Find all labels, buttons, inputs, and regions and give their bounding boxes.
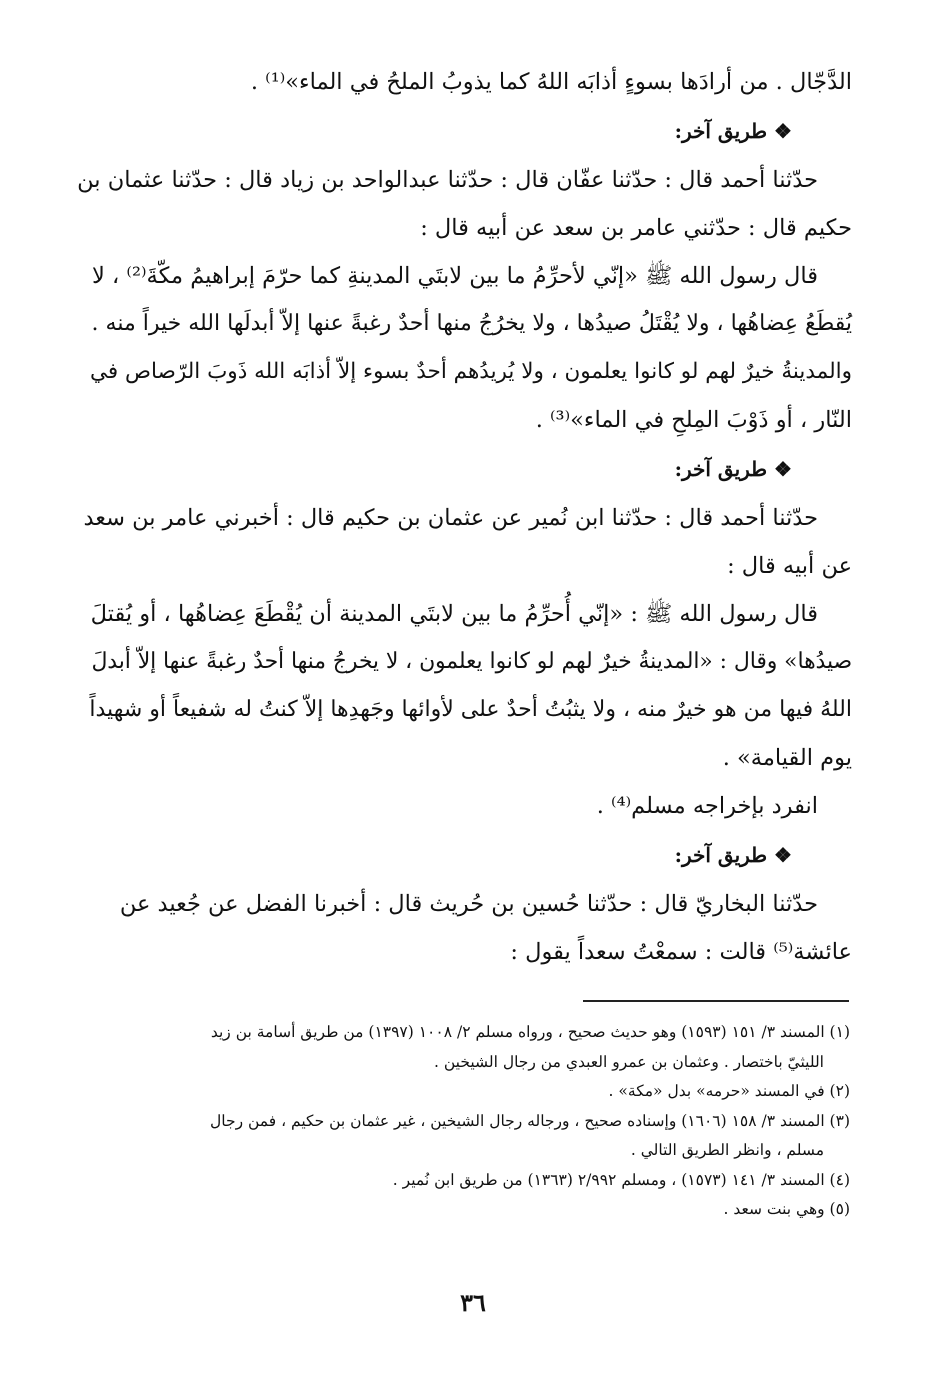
footnote-2: (٢) في المسند «حرمه» بدل «مكة» . bbox=[608, 1082, 850, 1100]
text-line: قال رسول الله ﷺ : «إنّي أُحرِّمُ ما بين لابتَي المدينة أن يُقْطَعَ عِضاهُها ، أو يُقتلَ bbox=[90, 601, 818, 627]
text-line: يوم القيامة» . bbox=[722, 745, 852, 771]
footnotes bbox=[88, 1018, 850, 1225]
section-heading: ❖ طريق آخر: bbox=[674, 843, 792, 867]
text-line: يُقطَعُ عِضاهُها ، ولا يُقْتَلُ صيدُها ، ولا يخرُجُ منها أحدٌ رغبةً عنها إلاّ أبدلَها الله خيراً منه . bbox=[91, 311, 852, 336]
text-line: صيدُها» وقال : «المدينةُ خيرٌ لهم لو كانوا يعلمون ، لا يخرجُ منها أحدٌ رغبةً عنها إلاّ أبدلَ bbox=[91, 649, 852, 674]
footnote-3: (٣) المسند ٣/ ١٥٨ (١٦٠٦) وإسناده صحيح ، ورجاله رجال الشيخين ، غير عثمان بن حكيم ، فمن رجال bbox=[210, 1111, 850, 1130]
footnote-1-continuation: الليثيّ باختصار . وعثمان بن عمرو العبدي من رجال الشيخين . bbox=[434, 1052, 824, 1071]
text-line: حكيم قال : حدّثني عامر بن سعد عن أبيه قال : bbox=[420, 215, 852, 241]
footnote-5: (٥) وهي بنت سعد . bbox=[723, 1200, 850, 1218]
text-line: حدّثنا أحمد قال : حدّثنا عفّان قال : حدّثنا عبدالواحد بن زياد قال : حدّثنا عثمان بن bbox=[77, 167, 818, 193]
text-line: النّار ، أو ذَوْبَ المِلحِ في الماء»⁽³⁾ . bbox=[535, 407, 852, 433]
main-text bbox=[77, 58, 852, 976]
footnote-3-continuation: مسلم ، وانظر الطريق التالي . bbox=[630, 1141, 824, 1159]
text-line: عائشة⁽⁵⁾ قالت : سمعْتُ سعداً يقول : bbox=[510, 939, 852, 965]
text-line: انفرد بإخراجه مسلم⁽⁴⁾ . bbox=[596, 793, 818, 819]
footnote-1: (١) المسند ٣/ ١٥١ (١٥٩٣) وهو حديث صحيح ، ورواه مسلم ٢/ ١٠٠٨ (١٣٩٧) من طريق أسامة بن زيد bbox=[210, 1023, 850, 1041]
footnote-4: (٤) المسند ٣/ ١٤١ (١٥٧٣) ، ومسلم ٢/٩٩٢ (١٣٦٣) من طريق ابن نُمير . bbox=[392, 1170, 850, 1189]
text-line: عن أبيه قال : bbox=[727, 553, 852, 579]
text-line: والمدينةُ خيرٌ لهم لو كانوا يعلمون ، ولا يُريدُهم أحدٌ بسوء إلاّ أذابَه الله ذَوبَ الرّصاص في bbox=[90, 359, 852, 384]
text-line: اللهُ فيها من هو خيرٌ منه ، ولا يثبُتُ أحدٌ على لأوائها وجَهدِها إلاّ كنتُ له شفيعاً أو شهيداً bbox=[89, 697, 852, 722]
footnote-divider bbox=[583, 1000, 849, 1002]
text-line: حدّثنا أحمد قال : حدّثنا ابن نُمير عن عثمان بن حكيم قال : أخبرني عامر بن سعد bbox=[83, 505, 818, 531]
text-line: قال رسول الله ﷺ «إنّي لأحرِّمُ ما بين لابتَي المدينةِ كما حرّمَ إبراهيمُ مكّةَ⁽²⁾ ، لا bbox=[92, 263, 818, 289]
page-number: ٣٦ bbox=[460, 1288, 486, 1317]
section-heading: ❖ طريق آخر: bbox=[674, 119, 792, 143]
text-line: الدَّجّال . من أرادَها بسوءٍ أذابَه اللهُ كما يذوبُ الملحُ في الماء»⁽¹⁾ . bbox=[250, 69, 852, 95]
text-line: حدّثنا البخاريّ قال : حدّثنا حُسين بن حُريث قال : أخبرنا الفضل عن جُعيد عن bbox=[119, 891, 818, 917]
section-heading: ❖ طريق آخر: bbox=[674, 457, 792, 481]
